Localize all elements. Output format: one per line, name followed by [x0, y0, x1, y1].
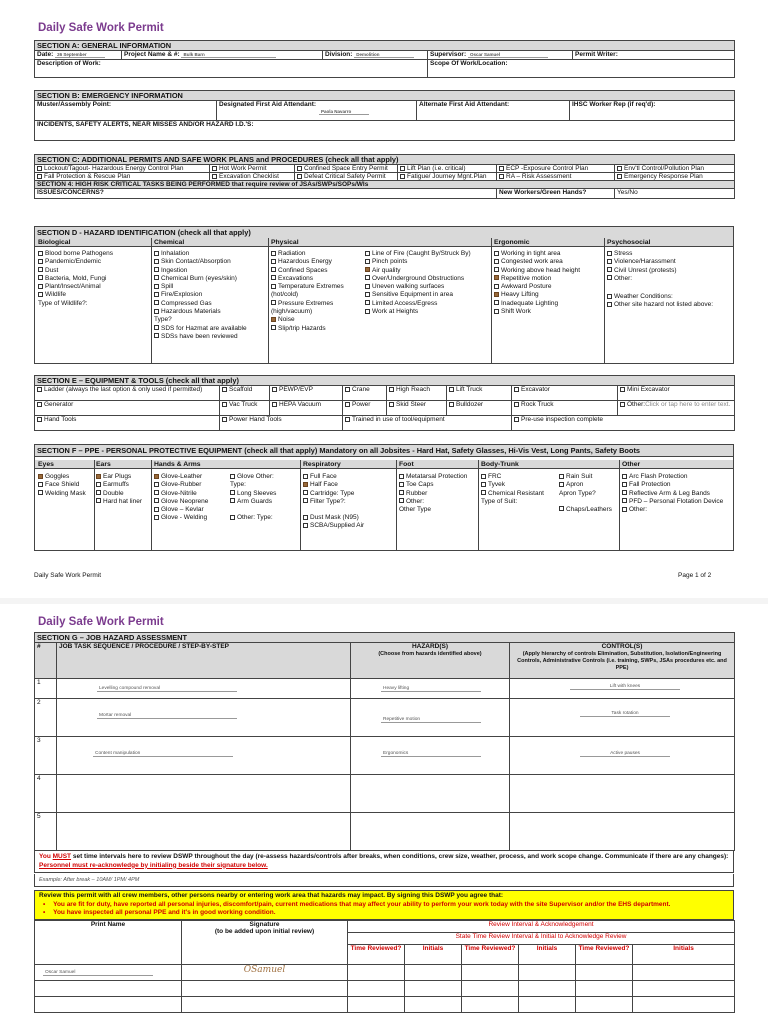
equip-item[interactable]: Bulldozer: [447, 401, 512, 416]
ergo-list: [494, 250, 580, 316]
checkbox[interactable]: [297, 166, 302, 171]
hazard-item[interactable]: Bacteria, Mold, Fungi: [38, 275, 113, 283]
resp-header: Respiratory: [303, 461, 341, 468]
hazard-item[interactable]: Weather Conditions:: [607, 293, 713, 301]
initials-field[interactable]: [633, 997, 735, 1013]
section-d: [34, 226, 734, 364]
hazmat-type-field[interactable]: Type?: [154, 316, 172, 324]
hazard-item-noise[interactable]: Noise: [271, 316, 344, 324]
footer-left: Daily Safe Work Permit: [34, 572, 102, 579]
phys-list: [271, 250, 344, 333]
checkbox[interactable]: [212, 166, 217, 171]
body-list: [481, 473, 544, 506]
checkbox[interactable]: [499, 174, 504, 179]
checkbox[interactable]: [617, 174, 622, 179]
equip-item[interactable]: High Reach: [387, 386, 447, 401]
psycho-header: Psychosocial: [607, 239, 651, 246]
hazard-item[interactable]: Inadequate Lighting: [494, 300, 580, 308]
hazard-item[interactable]: Over/Underground Obstructions: [365, 275, 471, 283]
ppe-item[interactable]: Double: [96, 490, 142, 498]
ergo-header: Ergonomic: [494, 239, 530, 246]
ppe-item[interactable]: Arc Flash Protection: [622, 473, 723, 481]
initials-field[interactable]: [405, 981, 462, 997]
ppe-item[interactable]: Filter Type?:: [303, 498, 364, 506]
equip-item[interactable]: Lift Truck: [447, 386, 512, 401]
task-field[interactable]: [57, 775, 351, 813]
supervisor-field[interactable]: Oscar Samuel: [468, 52, 548, 58]
hazard-item-repetitive[interactable]: Repetitive motion: [494, 275, 580, 283]
section-a-header: SECTION A: GENERAL INFORMATION: [35, 41, 735, 51]
section-f: [34, 444, 734, 551]
scope-field[interactable]: Scope Of Work/Location:: [428, 60, 735, 78]
division-field[interactable]: Demolition: [354, 52, 414, 58]
alt-first-aid-field[interactable]: Alternate First Aid Attendant:: [417, 101, 570, 121]
equip-item[interactable]: Ladder (always the last option & only used if permitted): [35, 386, 220, 401]
ppe-item[interactable]: Earmuffs: [96, 481, 142, 489]
row-number: 5: [35, 813, 57, 851]
hazard-item[interactable]: Wildlife: [38, 291, 113, 299]
hazard-item[interactable]: Temperature Extremes: [271, 283, 344, 291]
page-title: Daily Safe Work Permit: [38, 616, 164, 628]
ppe-item[interactable]: Glove-Rubber: [154, 481, 208, 489]
hazard-item[interactable]: Pinch points: [365, 258, 471, 266]
psycho-list: [607, 250, 713, 310]
ppe-item[interactable]: Glove – Kevlar: [154, 506, 208, 514]
print-name-field[interactable]: [35, 981, 182, 997]
signature-table: [34, 920, 734, 1013]
section-4-header: SECTION 4: HIGH RISK CRITICAL TASKS BEING PERFORMED that require review of JSAs/SWPs/SOPs/WIs: [35, 181, 735, 189]
hazard-item[interactable]: Fire/Explosion: [154, 291, 247, 299]
hazard-item[interactable]: Limited Access/Egress: [365, 300, 471, 308]
equip-item[interactable]: Trained in use of tool/equipment: [343, 416, 512, 431]
permit-page-2: [0, 604, 768, 1024]
equip-item[interactable]: Hand Tools: [35, 416, 220, 431]
control-field[interactable]: [510, 813, 735, 851]
checkbox[interactable]: [37, 166, 42, 171]
time-field[interactable]: [462, 981, 519, 997]
eyes-header: Eyes: [38, 461, 54, 468]
hazard-item[interactable]: Working in tight area: [494, 250, 580, 258]
control-header: CONTROL(S): [601, 643, 643, 650]
agreement-box: Review this permit with all crew members, other persons nearby or entering work area that hazards may impact. By signing this DSWP you agree that: • You are fit for duty, have reported all personal injuries, discomfort/pain, current medications that may affect your ability to perform your work today with the site Supervisor and/or the EHS department. • You have inspected all personal PPE and it's in good working condition.: [34, 890, 734, 920]
hazard-item[interactable]: Slip/trip Hazards: [271, 325, 344, 333]
initials-field[interactable]: [405, 997, 462, 1013]
hazard-item[interactable]: Confined Spaces: [271, 267, 344, 275]
ppe-item[interactable]: Face Shield: [38, 481, 86, 489]
ppe-item[interactable]: Dust Mask (N95): [303, 514, 364, 522]
hazard-field[interactable]: Repetitive motion: [381, 717, 481, 723]
time-field[interactable]: [576, 965, 633, 981]
hazard-item[interactable]: Compressed Gas: [154, 300, 247, 308]
signature-field[interactable]: [182, 997, 348, 1013]
permit-item-lockout[interactable]: Lockout/Tagout- Hazardous Energy Control Plan: [35, 165, 210, 173]
hazard-item[interactable]: Dust: [38, 267, 113, 275]
hazard-item[interactable]: Civil Unrest (protests): [607, 267, 713, 275]
row-number: 4: [35, 775, 57, 813]
section-b: [34, 90, 734, 141]
task-header: JOB TASK SEQUENCE / PROCEDURE / STEP-BY-STEP: [57, 643, 351, 679]
other-ppe-list: [622, 473, 723, 514]
initials-field[interactable]: [519, 981, 576, 997]
ppe-item[interactable]: Welding Mask: [38, 490, 86, 498]
section-f-header: SECTION F – PPE - PERSONAL PROTECTIVE EQUIPMENT (check all that apply) Mandatory on all Jobsites - Hard Hat, Safety Glasses, Hi-Vis Vest, Long Pants, Safety Boots: [35, 445, 733, 457]
supervisor-label: Supervisor:: [430, 51, 467, 58]
initials-field[interactable]: [519, 965, 576, 981]
ppe-item[interactable]: Glove Other:: [230, 473, 276, 481]
ppe-item[interactable]: Chemical Resistant: [481, 490, 544, 498]
hazard-item[interactable]: Radiation: [271, 250, 344, 258]
equip-item[interactable]: Scaffold: [220, 386, 270, 401]
new-workers-label: New Workers/Green Hands?: [497, 189, 615, 199]
other-equipment-input[interactable]: Click or tap here to enter text.: [645, 401, 731, 408]
interval-example-field[interactable]: Example: After break – 10AM/ 1PM/ 4PM: [34, 874, 734, 887]
ppe-item[interactable]: Toe Caps: [399, 481, 467, 489]
signature-subheader: (to be added upon initial review): [214, 928, 315, 935]
hazard-item[interactable]: SDSs have been reviewed: [154, 333, 247, 341]
hazard-subheader: (Choose from hazards identified above): [378, 651, 482, 657]
ppe-item-ear-plugs[interactable]: Ear Plugs: [96, 473, 142, 481]
initials-header: Initials: [519, 945, 576, 965]
hazard-item[interactable]: Violence/Harassment: [607, 258, 713, 266]
ppe-item[interactable]: Full Face: [303, 473, 364, 481]
foot-other-type-field[interactable]: Other Type: [399, 506, 432, 514]
time-field[interactable]: [462, 965, 519, 981]
hazard-item-sub: (hot/cold): [271, 291, 299, 299]
initials-header: Initials: [633, 945, 735, 965]
equip-item[interactable]: Pre-use inspection complete: [512, 416, 735, 431]
ppe-item[interactable]: Glove Neoprene: [154, 498, 208, 506]
task-field[interactable]: Mortar removal: [97, 713, 237, 719]
eyes-list: [38, 473, 86, 498]
permit-item-risk-assessment[interactable]: RA – Risk Assessment: [497, 173, 615, 181]
ppe-item[interactable]: Rain Suit: [559, 473, 612, 481]
ppe-item[interactable]: Chaps/Leathers: [559, 506, 612, 514]
checkbox[interactable]: [499, 166, 504, 171]
permit-item-defeat-safety[interactable]: Defeat Critical Safety Permit: [295, 173, 398, 181]
ppe-item[interactable]: Glove-Nitrile: [154, 490, 208, 498]
print-name-header: Print Name: [35, 921, 182, 965]
section-a: [34, 40, 734, 78]
hazard-item[interactable]: Work at Heights: [365, 308, 471, 316]
permit-item-fall-protection[interactable]: Fall Protection & Rescue Plan: [35, 173, 210, 181]
hazard-field[interactable]: Ergonomics: [381, 751, 481, 757]
signature-field[interactable]: OSamuel: [243, 965, 286, 975]
control-field[interactable]: Active pauses: [580, 751, 670, 757]
ppe-item[interactable]: Fall Protection: [622, 481, 723, 489]
hazard-item[interactable]: Sensitive Equipment in area: [365, 291, 471, 299]
signature-header: Signature: [249, 921, 280, 928]
time-field[interactable]: [576, 981, 633, 997]
time-field[interactable]: [348, 965, 405, 981]
new-workers-field[interactable]: Yes/No: [615, 189, 735, 199]
equip-item-other[interactable]: Other:Click or tap here to enter text.: [618, 401, 735, 416]
ppe-item[interactable]: Other: Type:: [230, 514, 276, 522]
hazard-item[interactable]: Pressure Extremes: [271, 300, 344, 308]
hazard-item[interactable]: Shift Work: [494, 308, 580, 316]
project-field[interactable]: Bulk Barn: [181, 52, 276, 58]
footer-right: Page 1 of 2: [678, 572, 712, 579]
hazard-item[interactable]: Uneven walking surfaces: [365, 283, 471, 291]
hazard-field[interactable]: [351, 775, 510, 813]
ihsc-field[interactable]: IHSC Worker Rep (if req'd):: [570, 101, 735, 121]
task-field[interactable]: [57, 813, 351, 851]
hazard-item[interactable]: Ingestion: [154, 267, 247, 275]
ppe-item-goggles[interactable]: Goggles: [38, 473, 86, 481]
hazard-item[interactable]: Spill: [154, 283, 247, 291]
ppe-item-glove-leather[interactable]: Glove-Leather: [154, 473, 208, 481]
body2-list: [559, 473, 612, 514]
hazard-item[interactable]: Chemical Burn (eyes/skin): [154, 275, 247, 283]
row-number-header: #: [35, 643, 57, 679]
checkbox[interactable]: [400, 166, 405, 171]
initials-header: Initials: [405, 945, 462, 965]
date-label: Date:: [37, 51, 54, 58]
page-title: Daily Safe Work Permit: [38, 22, 164, 34]
ppe-item[interactable]: Reflective Arm & Leg Bands: [622, 490, 723, 498]
permit-item-ecp[interactable]: ECP -Exposure Control Plan: [497, 165, 615, 173]
equip-item[interactable]: Vac Truck: [220, 401, 270, 416]
ppe-item-half-face[interactable]: Half Face: [303, 481, 364, 489]
body-header: Body-Trunk: [481, 461, 519, 468]
hazard-item[interactable]: Hazardous Materials: [154, 308, 247, 316]
bio-header: Biological: [38, 239, 71, 246]
agreement-bullet-ppe: You have inspected all personal PPE and it's in good working condition.: [53, 909, 276, 916]
control-field[interactable]: Task rotation: [580, 711, 670, 717]
permit-item-fatigue[interactable]: Fatigue/ Journey Mgnt.Plan: [398, 173, 497, 181]
ppe-item[interactable]: PFD – Personal Flotation Device: [622, 498, 723, 506]
time-field[interactable]: [576, 997, 633, 1013]
wildlife-type-field[interactable]: Type of Wildlife?:: [38, 299, 88, 307]
resp-list: [303, 473, 364, 531]
hazard-item[interactable]: SDS for Hazmat are available: [154, 325, 247, 333]
phys-header: Physical: [271, 239, 299, 246]
initials-field[interactable]: [519, 997, 576, 1013]
equip-item[interactable]: HEPA Vacuum: [270, 401, 343, 416]
initials-field[interactable]: [405, 965, 462, 981]
ppe-item[interactable]: SCBA/Supplied Air: [303, 522, 364, 530]
ears-list: [96, 473, 142, 506]
time-field[interactable]: [462, 997, 519, 1013]
ppe-item[interactable]: Other:: [399, 498, 467, 506]
description-field[interactable]: Description of Work:: [35, 60, 428, 78]
ppe-item[interactable]: Long Sleeves: [230, 490, 276, 498]
signature-field[interactable]: [182, 981, 348, 997]
section-e-header: SECTION E – EQUIPMENT & TOOLS (check all that apply): [35, 376, 735, 386]
time-field[interactable]: [348, 981, 405, 997]
apron-type-field[interactable]: Apron Type?: [559, 489, 596, 497]
initials-field[interactable]: [633, 965, 735, 981]
permit-item-lift-plan[interactable]: Lift Plan (i.e. critical): [398, 165, 497, 173]
review-interval-header: Review Interval & Acknowledgement: [348, 921, 735, 933]
print-name-field[interactable]: Oscar Samuel: [43, 970, 153, 976]
suit-type-field[interactable]: Type of Suit:: [481, 497, 518, 505]
hazard-item[interactable]: Other:: [607, 275, 713, 283]
task-field[interactable]: Levelling compound removal: [97, 686, 237, 692]
equip-item[interactable]: Skid Steer: [387, 401, 447, 416]
ppe-item[interactable]: Cartridge: Type: [303, 490, 364, 498]
section-d-header: SECTION D - HAZARD IDENTIFICATION (check all that apply): [35, 227, 733, 239]
hazard-item[interactable]: Pandemic/Endemic: [38, 258, 113, 266]
hazard-item-sub: (high/vacuum): [271, 308, 313, 316]
bio-list: [38, 250, 113, 308]
equip-item[interactable]: PEWP/EVP: [270, 386, 343, 401]
hazard-item[interactable]: Line of Fire (Caught By/Struck By): [365, 250, 471, 258]
hands-list: [154, 473, 208, 523]
hazard-item[interactable]: Awkward Posture: [494, 283, 580, 291]
date-field[interactable]: 26 September: [55, 52, 105, 58]
row-number: 2: [35, 699, 57, 737]
hazard-item[interactable]: Working above head height: [494, 267, 580, 275]
state-time-header: State Time Review Interval & Initial to Acknowledge Review: [348, 933, 735, 945]
foot-list: [399, 473, 467, 514]
phys2-list: [365, 250, 471, 316]
time-field[interactable]: [348, 997, 405, 1013]
reacknowledge-note: Personnel must re-acknowledge by initialing beside their signature below.: [39, 861, 268, 869]
hands2-list: [230, 473, 276, 522]
review-intervals-note: You MUST set time intervals here to review DSWP throughout the day (re-assess hazards/controls after breaks, when conditions, crew size, weather, process, and work scope change. Communicate if there are any changes): Personnel must re-acknowledge by initialing beside their signature below.: [34, 851, 734, 873]
project-label: Project Name & #:: [124, 51, 180, 58]
ppe-item[interactable]: Tyvek: [481, 481, 544, 489]
checkbox[interactable]: [37, 174, 42, 179]
hazard-item[interactable]: Plant/Insect/Animal: [38, 283, 113, 291]
control-field[interactable]: [510, 775, 735, 813]
time-reviewed-header: Time Reviewed?: [576, 945, 633, 965]
incidents-field[interactable]: INCIDENTS, SAFETY ALERTS, NEAR MISSES AND/OR HAZARD I.D.'S:: [35, 121, 735, 141]
permit-item-confined-space[interactable]: Confined Space Entry Permit: [295, 165, 398, 173]
section-g: [34, 632, 734, 851]
equip-item[interactable]: Power Hand Tools: [220, 416, 343, 431]
issues-field[interactable]: ISSUES/CONCERNS?: [35, 189, 497, 199]
hazard-field[interactable]: Heavy lifting: [381, 686, 481, 692]
hazard-field[interactable]: [351, 813, 510, 851]
permit-item-emergency-response[interactable]: Emergency Response Plan: [615, 173, 735, 181]
ppe-item[interactable]: Hard hat liner: [96, 498, 142, 506]
glove-type-field[interactable]: Type:: [230, 481, 246, 489]
ppe-item[interactable]: Apron: [559, 481, 612, 489]
equip-item[interactable]: Power: [343, 401, 387, 416]
permit-item-hot-work[interactable]: Hot Work Permit: [210, 165, 295, 173]
hazard-item[interactable]: Excavations: [271, 275, 344, 283]
checkbox[interactable]: [617, 166, 622, 171]
ppe-item[interactable]: Arm Guards: [230, 498, 276, 506]
agreement-intro: Review this permit with all crew members, other persons nearby or entering work area that hazards may impact. By signing this DSWP you agree that:: [39, 892, 504, 899]
first-aid-label: Designated First Aid Attendant:: [219, 101, 317, 108]
ppe-item[interactable]: Other:: [622, 506, 723, 514]
hazard-item[interactable]: Congested work area: [494, 258, 580, 266]
division-label: Division:: [325, 51, 353, 58]
time-reviewed-header: Time Reviewed?: [348, 945, 405, 965]
ppe-item[interactable]: Glove - Welding: [154, 514, 208, 522]
equip-item[interactable]: Generator: [35, 401, 220, 416]
hazard-item[interactable]: Other site hazard not listed above:: [607, 301, 713, 309]
hazard-header: HAZARD(S): [411, 643, 449, 650]
hazard-item[interactable]: Skin Contact/Absorption: [154, 258, 247, 266]
hands-header: Hands & Arms: [154, 461, 201, 468]
permit-writer-label[interactable]: Permit Writer:: [573, 51, 735, 60]
section-g-header: SECTION G – JOB HAZARD ASSESSMENT: [35, 633, 735, 643]
hazard-item-air-quality[interactable]: Air quality: [365, 267, 471, 275]
permit-item-excavation[interactable]: Excavation Checklist: [210, 173, 295, 181]
control-subheader: (Apply hierarchy of controls Elimination, Substitution, Isolation/Engineering Controls, Administrative Controls (i.e. training, SWPs, JSAs procedures etc. and PPE): [517, 651, 727, 671]
ppe-item[interactable]: Rubber: [399, 490, 467, 498]
hazard-item[interactable]: Stress: [607, 250, 713, 258]
ppe-item[interactable]: Metatarsal Protection: [399, 473, 467, 481]
other-ppe-header: Other: [622, 461, 641, 468]
section-e: [34, 375, 734, 431]
equip-item[interactable]: Rock Truck: [512, 401, 618, 416]
task-field[interactable]: Content manipulation: [93, 751, 233, 757]
section-b-header: SECTION B: EMERGENCY INFORMATION: [35, 91, 735, 101]
time-reviewed-header: Time Reviewed?: [462, 945, 519, 965]
row-number: 3: [35, 737, 57, 775]
chem-header: Chemical: [154, 239, 185, 246]
hazard-item[interactable]: Hazardous Energy: [271, 258, 344, 266]
first-aid-field[interactable]: Paola Navarro: [319, 109, 369, 115]
section-c: [34, 154, 734, 199]
checkbox[interactable]: [212, 174, 217, 179]
hazard-item-heavy-lifting[interactable]: Heavy Lifting: [494, 291, 580, 299]
section-c-header: SECTION C: ADDITIONAL PERMITS AND SAFE WORK PLANS and PROCEDURES (check all that apply): [35, 155, 735, 165]
equip-item[interactable]: Mini Excavator: [618, 386, 735, 401]
initials-field[interactable]: [633, 981, 735, 997]
print-name-field[interactable]: [35, 997, 182, 1013]
ears-header: Ears: [96, 461, 111, 468]
checkbox[interactable]: [297, 174, 302, 179]
equip-item[interactable]: Crane: [343, 386, 387, 401]
checkbox[interactable]: [400, 174, 405, 179]
foot-header: Foot: [399, 461, 414, 468]
chem-list: [154, 250, 247, 341]
row-number: 1: [35, 679, 57, 699]
muster-field[interactable]: Muster/Assembly Point:: [35, 101, 217, 121]
ppe-item[interactable]: FRC: [481, 473, 544, 481]
permit-item-envtl[interactable]: Env'tl Control/Pollution Plan: [615, 165, 735, 173]
hazard-item[interactable]: Blood borne Pathogens: [38, 250, 113, 258]
hazard-item[interactable]: Inhalation: [154, 250, 247, 258]
control-field[interactable]: Lift with knees: [570, 684, 680, 690]
agreement-bullet-fit: You are fit for duty, have reported all personal injuries, discomfort/pain, current medications that may affect your ability to perform your work today with the site Supervisor and/or the EHS department.: [53, 900, 671, 908]
equip-item[interactable]: Excavator: [512, 386, 618, 401]
